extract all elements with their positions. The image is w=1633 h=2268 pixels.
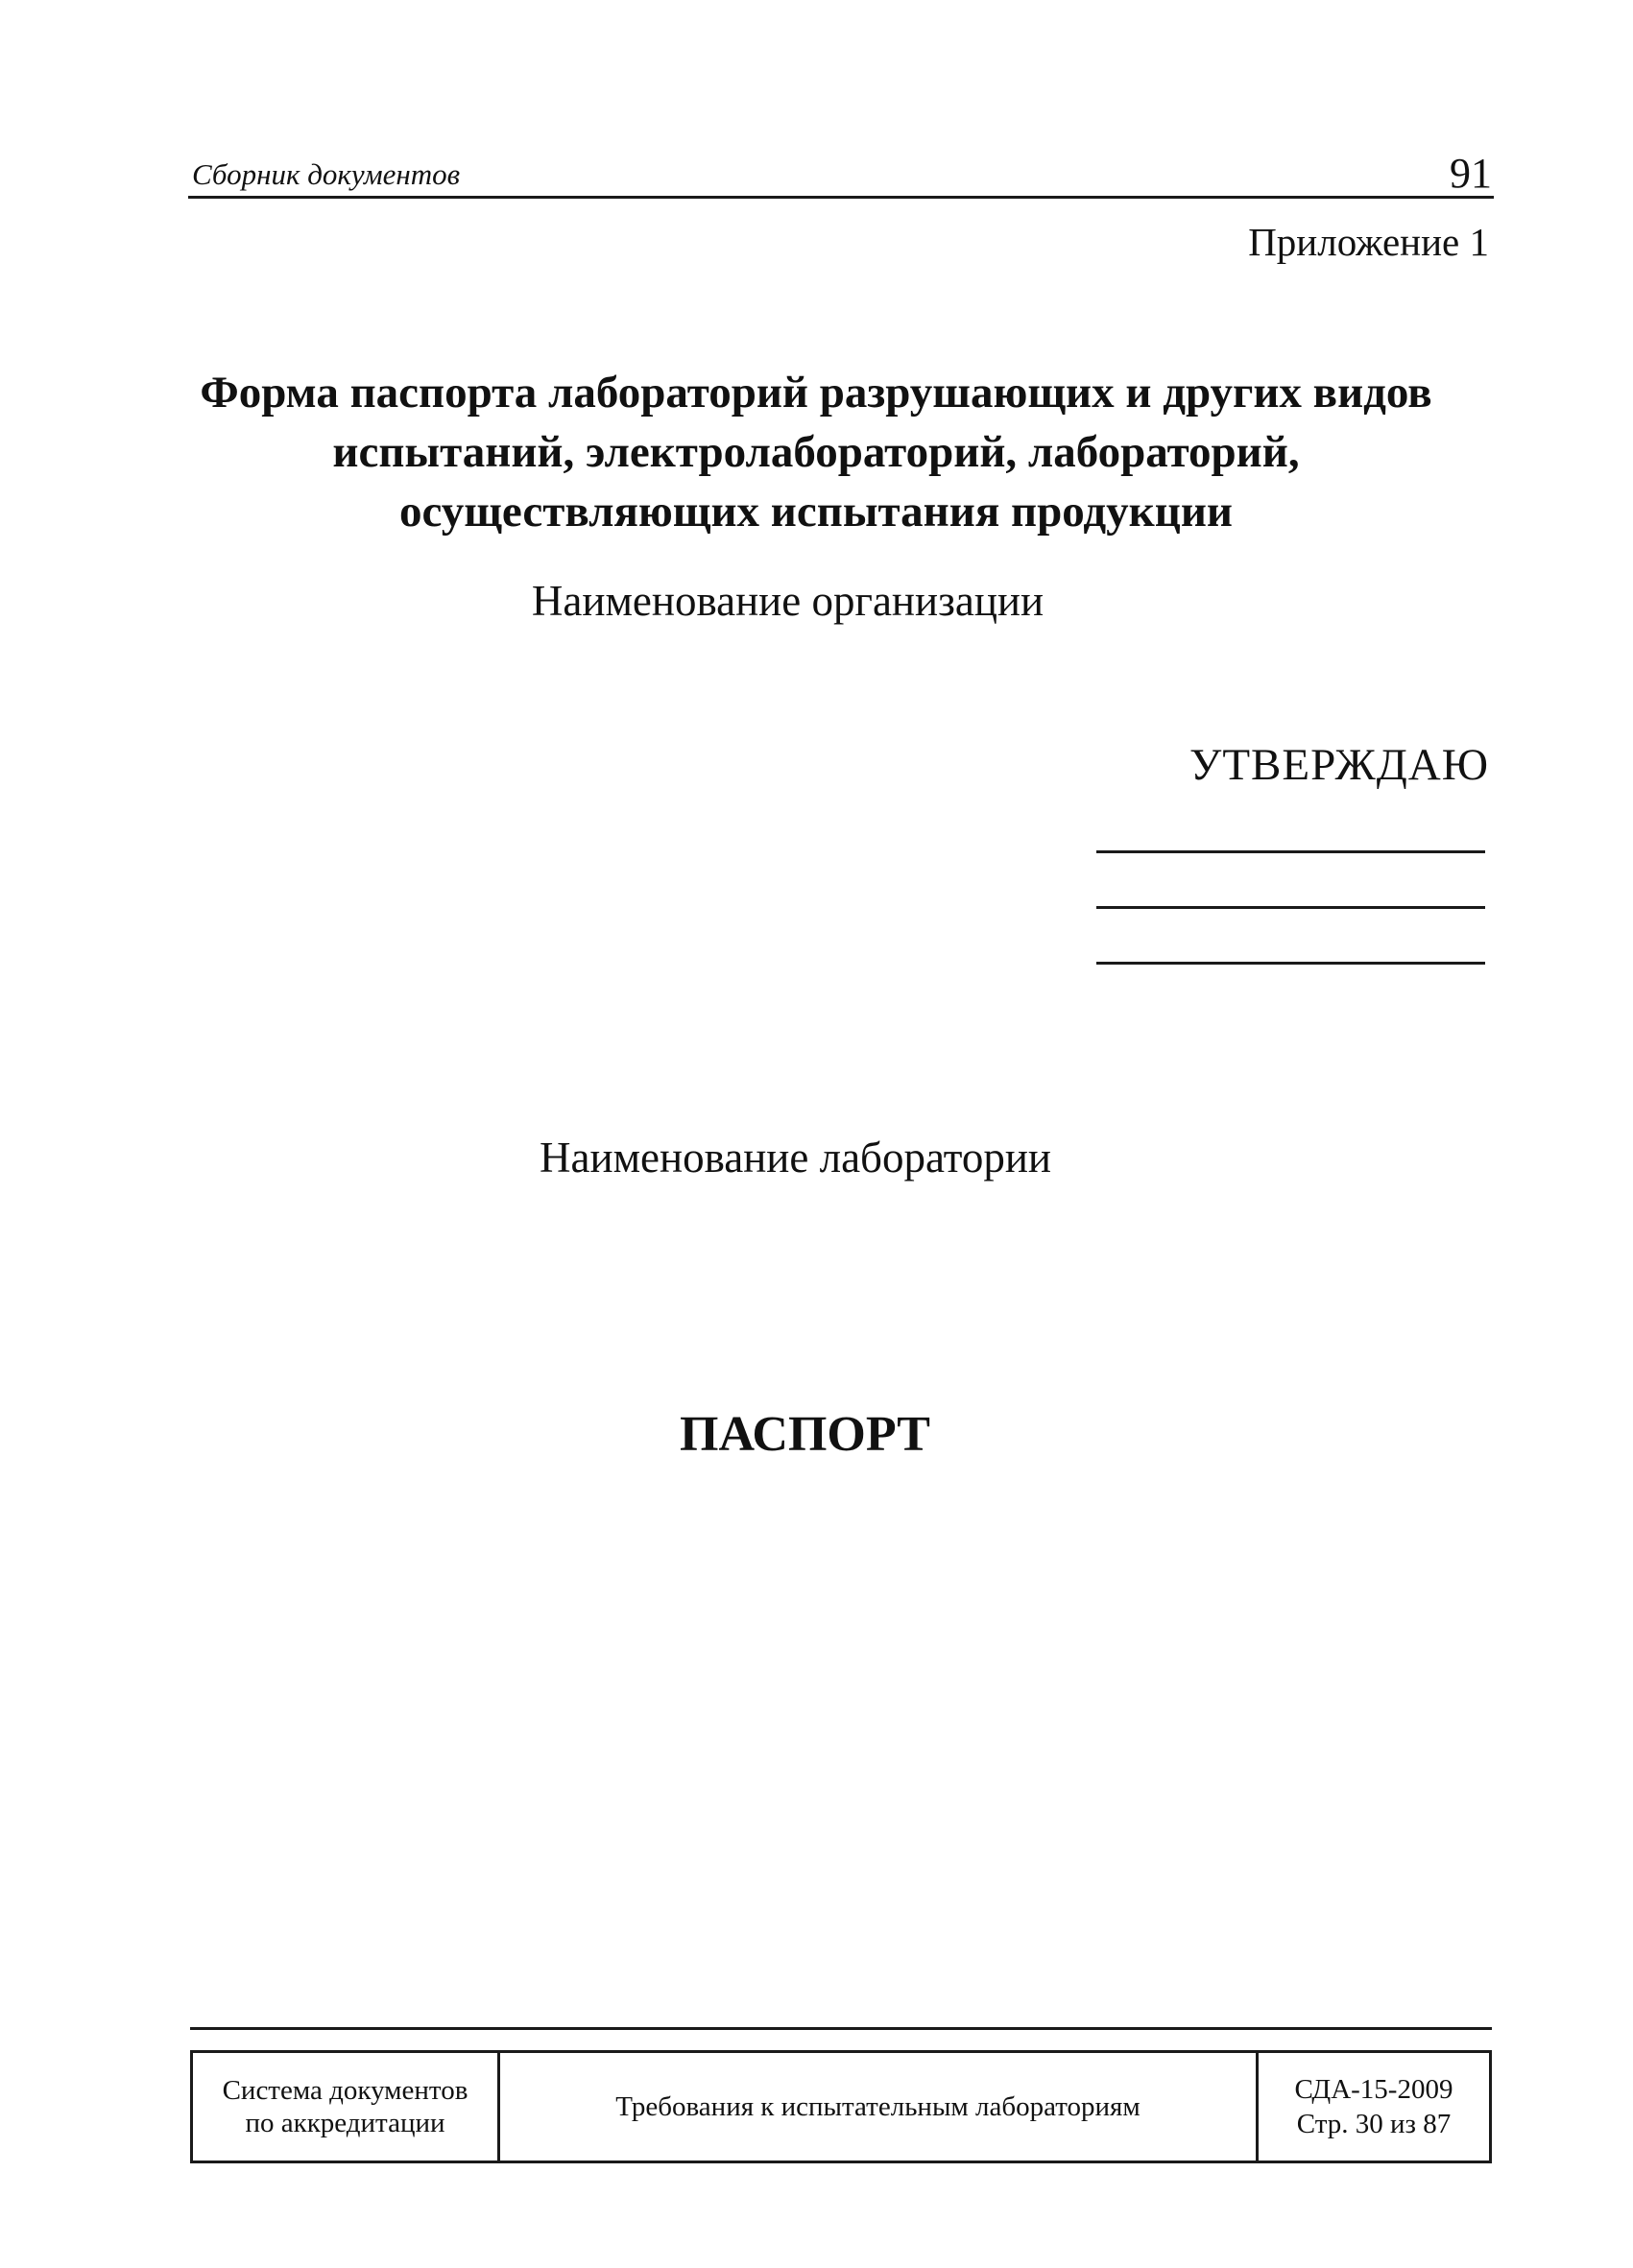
form-title [144,363,1488,541]
form-title-line-3: осуществляющих испытания продукции [399,487,1233,537]
approval-signature-line-1 [1096,850,1485,853]
page-number: 91 [1450,150,1492,197]
footer-system-cell [193,2053,500,2161]
approval-label: УТВЕРЖДАЮ [1189,740,1489,790]
running-header [188,142,1494,199]
footer-system-line-1: Система документов [222,2075,468,2106]
form-title-line-1: Форма паспорта лабораторий разрушающих и других видов [200,368,1432,418]
footer-page-info: Стр. 30 из 87 [1296,2109,1452,2139]
footer-doc-code: СДА-15-2009 [1294,2074,1453,2105]
footer-code-cell [1259,2053,1489,2161]
footer-requirements-cell [500,2053,1259,2161]
laboratory-name-text: Наименование лаборатории [540,1134,1051,1182]
footer-system-line-2: по аккредитации [245,2108,445,2138]
footer-requirements-text: Требования к испытательным лабораториям [615,2090,1141,2122]
document-heading [0,1406,1633,1463]
approval-signature-line-3 [1096,962,1485,965]
document-heading-text: ПАСПОРТ [680,1407,930,1462]
approval-signature-line-2 [1096,906,1485,909]
footer-rule [190,2027,1492,2030]
collection-title: Сборник документов [192,157,461,191]
form-title-line-2: испытаний, электролабораторий, лабораторий, [332,427,1300,477]
organization-name-text: Наименование организации [531,577,1045,625]
appendix-label: Приложение 1 [1248,220,1489,264]
footer-table [190,2050,1492,2163]
laboratory-name-label [0,1133,1633,1182]
organization-name-label [0,576,1633,626]
